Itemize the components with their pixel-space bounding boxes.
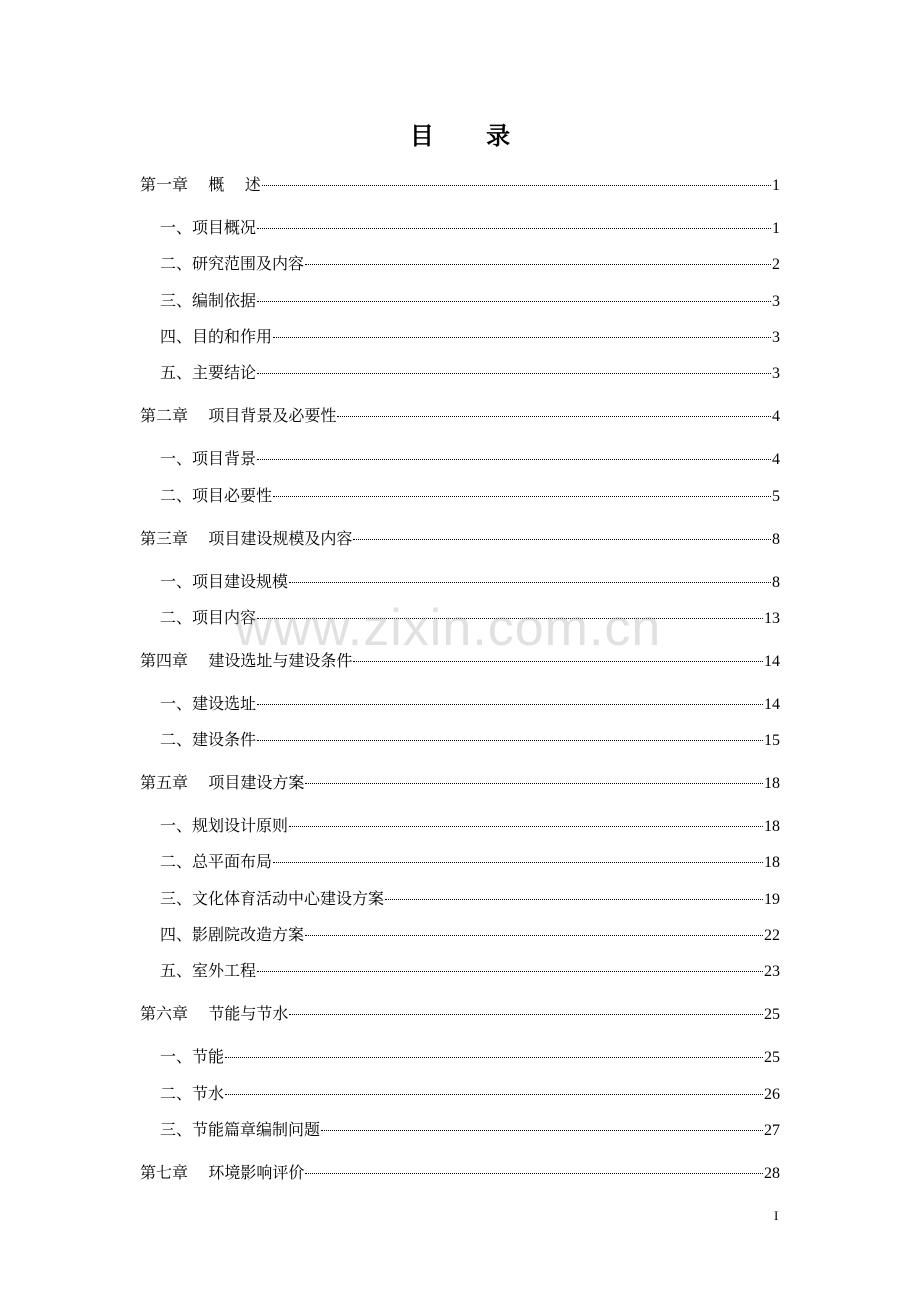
toc-dot-leader (305, 264, 771, 265)
toc-entry-label: 二、项目内容 (160, 607, 257, 627)
toc-dot-leader (305, 783, 763, 784)
toc-dot-leader (257, 704, 763, 705)
toc-section-entry[interactable] (140, 958, 780, 984)
toc-page-number: 8 (772, 530, 780, 548)
toc-dot-leader (305, 935, 763, 936)
toc-entry-label: 五、主要结论 (160, 363, 257, 383)
toc-entry-label: 二、研究范围及内容 (160, 254, 305, 274)
page-title: 目 录 (409, 121, 533, 150)
toc-page-number: 14 (764, 652, 780, 670)
toc-page-number: 1 (772, 220, 780, 237)
toc-entry-label: 五、室外工程 (160, 961, 257, 981)
toc-entry-label: 一、建设选址 (160, 693, 257, 713)
toc-page-number: 22 (764, 927, 780, 944)
toc-dot-leader (257, 971, 763, 972)
toc-entry-label: 第一章 概 述 (140, 175, 261, 194)
toc-page-number: 15 (764, 732, 780, 750)
toc-dot-leader (337, 416, 771, 417)
toc-section-entry[interactable] (140, 215, 780, 241)
toc-section-entry[interactable] (140, 849, 780, 875)
toc-entry-label: 二、建设条件 (160, 730, 257, 750)
toc-entry-label: 一、项目概况 (160, 218, 257, 237)
toc-section-entry[interactable] (140, 1117, 780, 1143)
toc-dot-leader (225, 1094, 763, 1095)
toc-chapter-entry[interactable] (140, 403, 780, 429)
toc-entry-label: 第七章 环境影响评价 (140, 1162, 305, 1182)
toc-entry-label: 一、项目背景 (160, 449, 257, 469)
toc-page-number: 4 (772, 451, 780, 469)
toc-chapter-entry[interactable] (140, 770, 780, 796)
toc-page-number: 18 (764, 854, 780, 872)
toc-section-entry[interactable] (140, 691, 780, 717)
toc-dot-leader (225, 1057, 763, 1058)
toc-dot-leader (257, 740, 763, 741)
toc-entry-label: 第四章 建设选址与建设条件 (140, 650, 353, 670)
toc-dot-leader (353, 661, 763, 662)
toc-entry-label: 三、编制依据 (160, 290, 257, 310)
toc-entry-label: 第三章 项目建设规模及内容 (140, 528, 353, 548)
toc-dot-leader (257, 301, 771, 302)
toc-section-entry[interactable] (140, 483, 780, 509)
toc-dot-leader (273, 862, 763, 863)
toc-page-number: 18 (764, 775, 780, 793)
toc-page-number: 28 (764, 1164, 780, 1182)
toc-page-number: 5 (772, 487, 780, 505)
toc-dot-leader (273, 496, 771, 497)
toc-section-entry[interactable] (140, 886, 780, 912)
toc-dot-leader (305, 1173, 763, 1174)
toc-dot-leader (321, 1130, 763, 1131)
toc-chapter-entry[interactable] (140, 172, 780, 198)
toc-page-number: 23 (764, 963, 780, 981)
toc-section-entry[interactable] (140, 922, 780, 948)
toc-entry-label: 二、项目必要性 (160, 485, 273, 505)
toc-section-entry[interactable] (140, 324, 780, 350)
toc-dot-leader (262, 185, 771, 186)
toc-chapter-entry[interactable] (140, 1001, 780, 1027)
toc-entry-label: 一、项目建设规模 (160, 571, 289, 591)
toc-page-number: 18 (764, 818, 780, 836)
toc-section-entry[interactable] (140, 446, 780, 472)
toc-dot-leader (289, 582, 771, 583)
toc-entry-label: 四、影剧院改造方案 (160, 925, 305, 944)
toc-section-entry[interactable] (140, 251, 780, 277)
toc-entry-label: 第二章 项目背景及必要性 (140, 406, 337, 426)
toc-dot-leader (289, 1014, 763, 1015)
toc-page-number: 26 (764, 1085, 780, 1103)
toc-page-number: 2 (772, 256, 780, 274)
toc-section-entry[interactable] (140, 360, 780, 386)
toc-entry-label: 第六章 节能与节水 (140, 1004, 289, 1024)
toc-page-number: 19 (764, 890, 780, 908)
toc-page-number: 4 (772, 408, 780, 426)
toc-chapter-entry[interactable] (140, 526, 780, 552)
toc-dot-leader (385, 899, 763, 900)
toc-entry-label: 第五章 项目建设方案 (140, 773, 305, 793)
toc-section-entry[interactable] (140, 727, 780, 753)
toc-dot-leader (257, 373, 771, 374)
toc-section-entry[interactable] (140, 1044, 780, 1070)
toc-dot-leader (353, 539, 771, 540)
toc-entry-label: 三、节能篇章编制问题 (160, 1119, 321, 1139)
toc-entry-label: 一、规划设计原则 (160, 816, 289, 836)
toc-chapter-entry[interactable] (140, 1160, 780, 1186)
toc-section-entry[interactable] (140, 569, 780, 595)
toc-page-number: 25 (764, 1006, 780, 1024)
toc-dot-leader (289, 826, 763, 827)
toc-dot-leader (273, 337, 771, 338)
toc-page-number: 3 (772, 365, 780, 383)
toc-entry-label: 二、总平面布局 (160, 852, 273, 872)
toc-page-number: 1 (772, 177, 780, 194)
toc-entry-label: 二、节水 (160, 1083, 225, 1103)
toc-entry-label: 一、节能 (160, 1047, 225, 1067)
toc-page-number: 8 (772, 573, 780, 591)
toc-section-entry[interactable] (140, 1081, 780, 1107)
toc-page-number: 27 (764, 1121, 780, 1139)
toc-page-number: 3 (772, 328, 780, 346)
toc-dot-leader (257, 228, 771, 229)
toc-dot-leader (257, 459, 771, 460)
toc-page-number: 14 (764, 695, 780, 713)
toc-page-number: 3 (772, 292, 780, 310)
toc-entry-label: 四、目的和作用 (160, 326, 273, 346)
watermark: www.zixin.com.cn (235, 599, 662, 657)
toc-section-entry[interactable] (140, 288, 780, 314)
toc-page-number: 13 (764, 609, 780, 627)
toc-entry-label: 三、文化体育活动中心建设方案 (160, 888, 385, 908)
toc-section-entry[interactable] (140, 813, 780, 839)
toc-page-number: 25 (764, 1049, 780, 1067)
footer-page-number: I (774, 1208, 779, 1223)
